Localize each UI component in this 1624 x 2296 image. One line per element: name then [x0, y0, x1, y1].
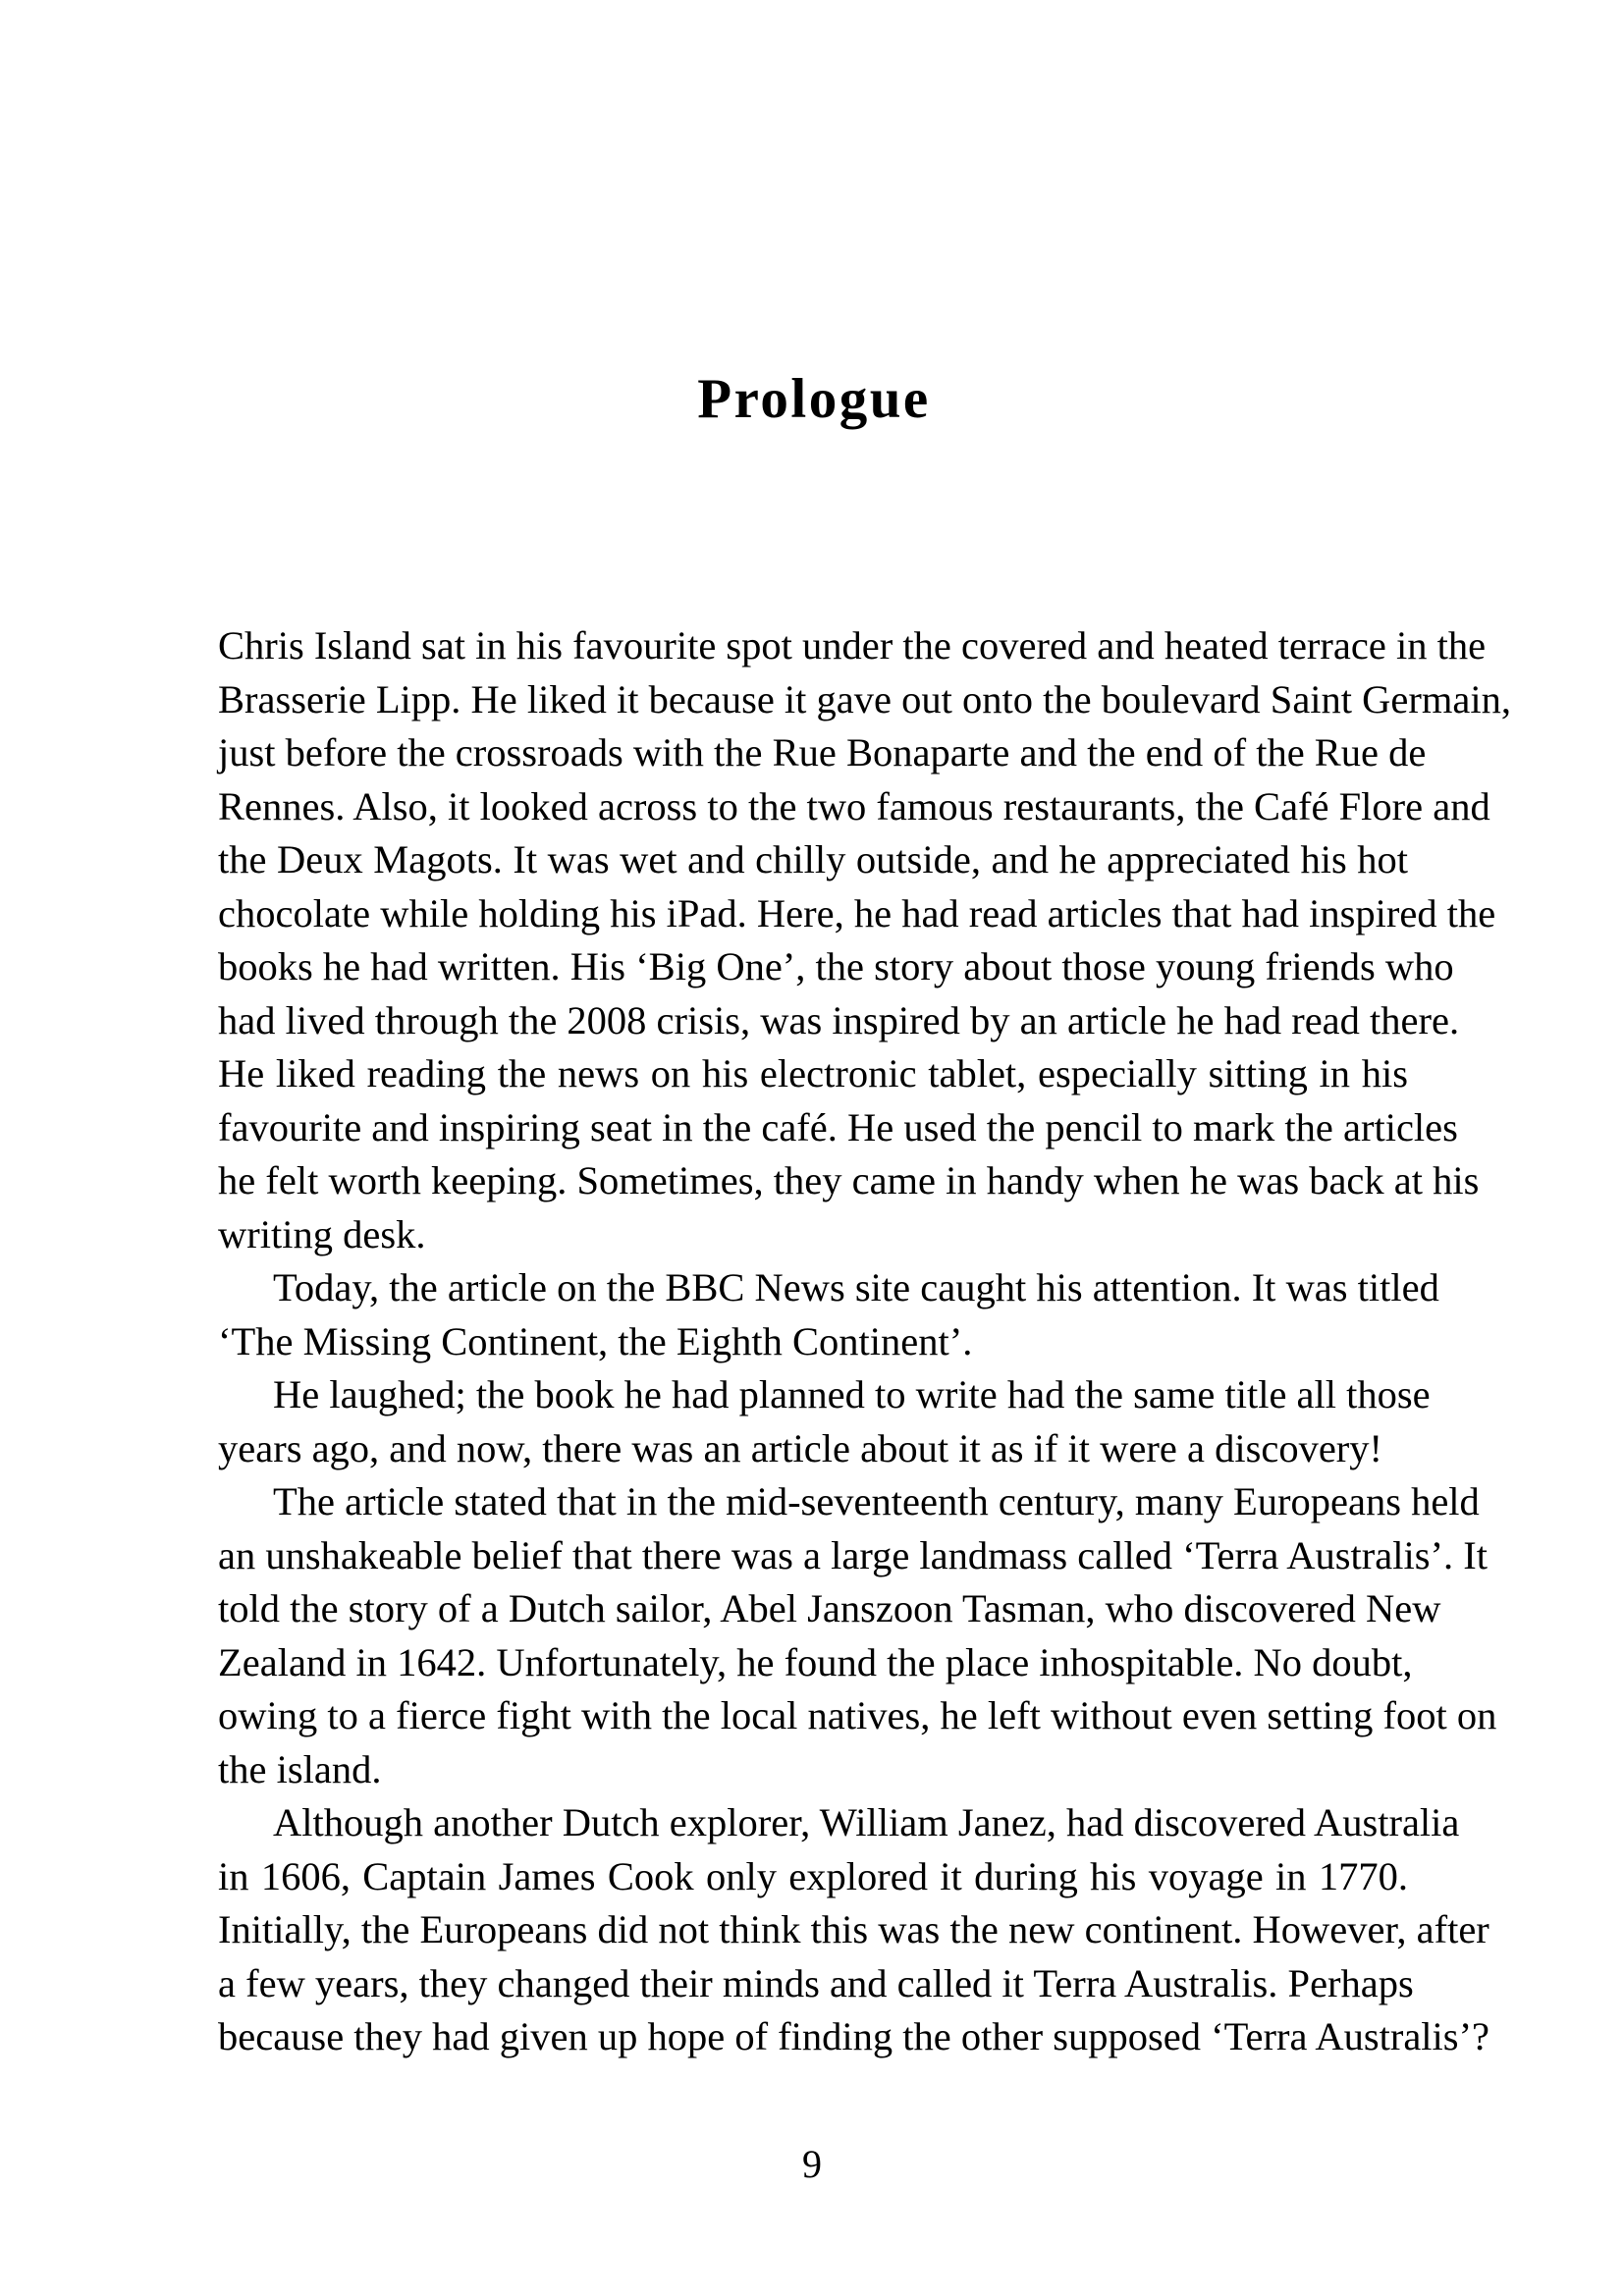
- paragraph-5: [218, 1796, 1490, 2064]
- body-text: [218, 619, 1512, 2064]
- text-line: Brasserie Lipp. He liked it because it gave out onto the boulevard Saint Germain,: [218, 676, 1512, 721]
- text-line: The article stated that in the mid-seventeenth century, many Europeans held: [273, 1479, 1480, 1523]
- text-line: writing desk.: [218, 1211, 426, 1256]
- text-line: the Deux Magots. It was wet and chilly outside, and he appreciated his hot: [218, 837, 1408, 881]
- text-line: Although another Dutch explorer, William Janez, had discovered Australia: [273, 1800, 1460, 1844]
- text-line: books he had written. His ‘Big One’, the story about those young friends who: [218, 944, 1454, 988]
- page-number: 9: [802, 2142, 822, 2186]
- text-line: told the story of a Dutch sailor, Abel Janszoon Tasman, who discovered New: [218, 1586, 1441, 1630]
- chapter-title: Prologue: [697, 368, 931, 430]
- text-line: He liked reading the news on his electronic tablet, especially sitting in his: [218, 1051, 1408, 1095]
- text-line: Today, the article on the BBC News site caught his attention. It was titled: [273, 1265, 1439, 1309]
- text-line: owing to a fierce fight with the local natives, he left without even setting foot on: [218, 1693, 1497, 1737]
- text-line: He laughed; the book he had planned to write had the same title all those: [273, 1372, 1431, 1416]
- text-line: just before the crossroads with the Rue Bonaparte and the end of the Rue de: [218, 730, 1427, 774]
- text-line: favourite and inspiring seat in the café. He used the pencil to mark the articles: [218, 1104, 1458, 1149]
- text-line: had lived through the 2008 crisis, was inspired by an article he had read there.: [218, 997, 1460, 1042]
- text-line: a few years, they changed their minds and called it Terra Australis. Perhaps: [218, 1960, 1414, 2005]
- text-line: he felt worth keeping. Sometimes, they came in handy when he was back at his: [218, 1158, 1480, 1202]
- text-line: an unshakeable belief that there was a large landmass called ‘Terra Australis’. It: [218, 1532, 1489, 1577]
- text-line: Rennes. Also, it looked across to the two famous restaurants, the Café Flore and: [218, 783, 1490, 828]
- paragraph-2: [218, 1261, 1439, 1368]
- paragraph-3: [218, 1368, 1431, 1475]
- text-line: ‘The Missing Continent, the Eighth Continent’.: [218, 1318, 973, 1363]
- paragraph-1: [218, 619, 1512, 1261]
- text-line: in 1606, Captain James Cook only explored it during his voyage in 1770.: [218, 1853, 1408, 1898]
- text-line: Chris Island sat in his favourite spot under the covered and heated terrace in the: [218, 623, 1487, 667]
- text-line: the island.: [218, 1746, 382, 1791]
- text-line: years ago, and now, there was an article about it as if it were a discovery!: [218, 1425, 1383, 1470]
- text-line: Initially, the Europeans did not think this was the new continent. However, after: [218, 1907, 1489, 1951]
- text-line: Zealand in 1642. Unfortunately, he found the place inhospitable. No doubt,: [218, 1639, 1413, 1684]
- text-line: because they had given up hope of finding the other supposed ‘Terra Australis’?: [218, 2014, 1490, 2058]
- paragraph-4: [218, 1475, 1497, 1796]
- text-line: chocolate while holding his iPad. Here, he had read articles that had inspired the: [218, 890, 1496, 935]
